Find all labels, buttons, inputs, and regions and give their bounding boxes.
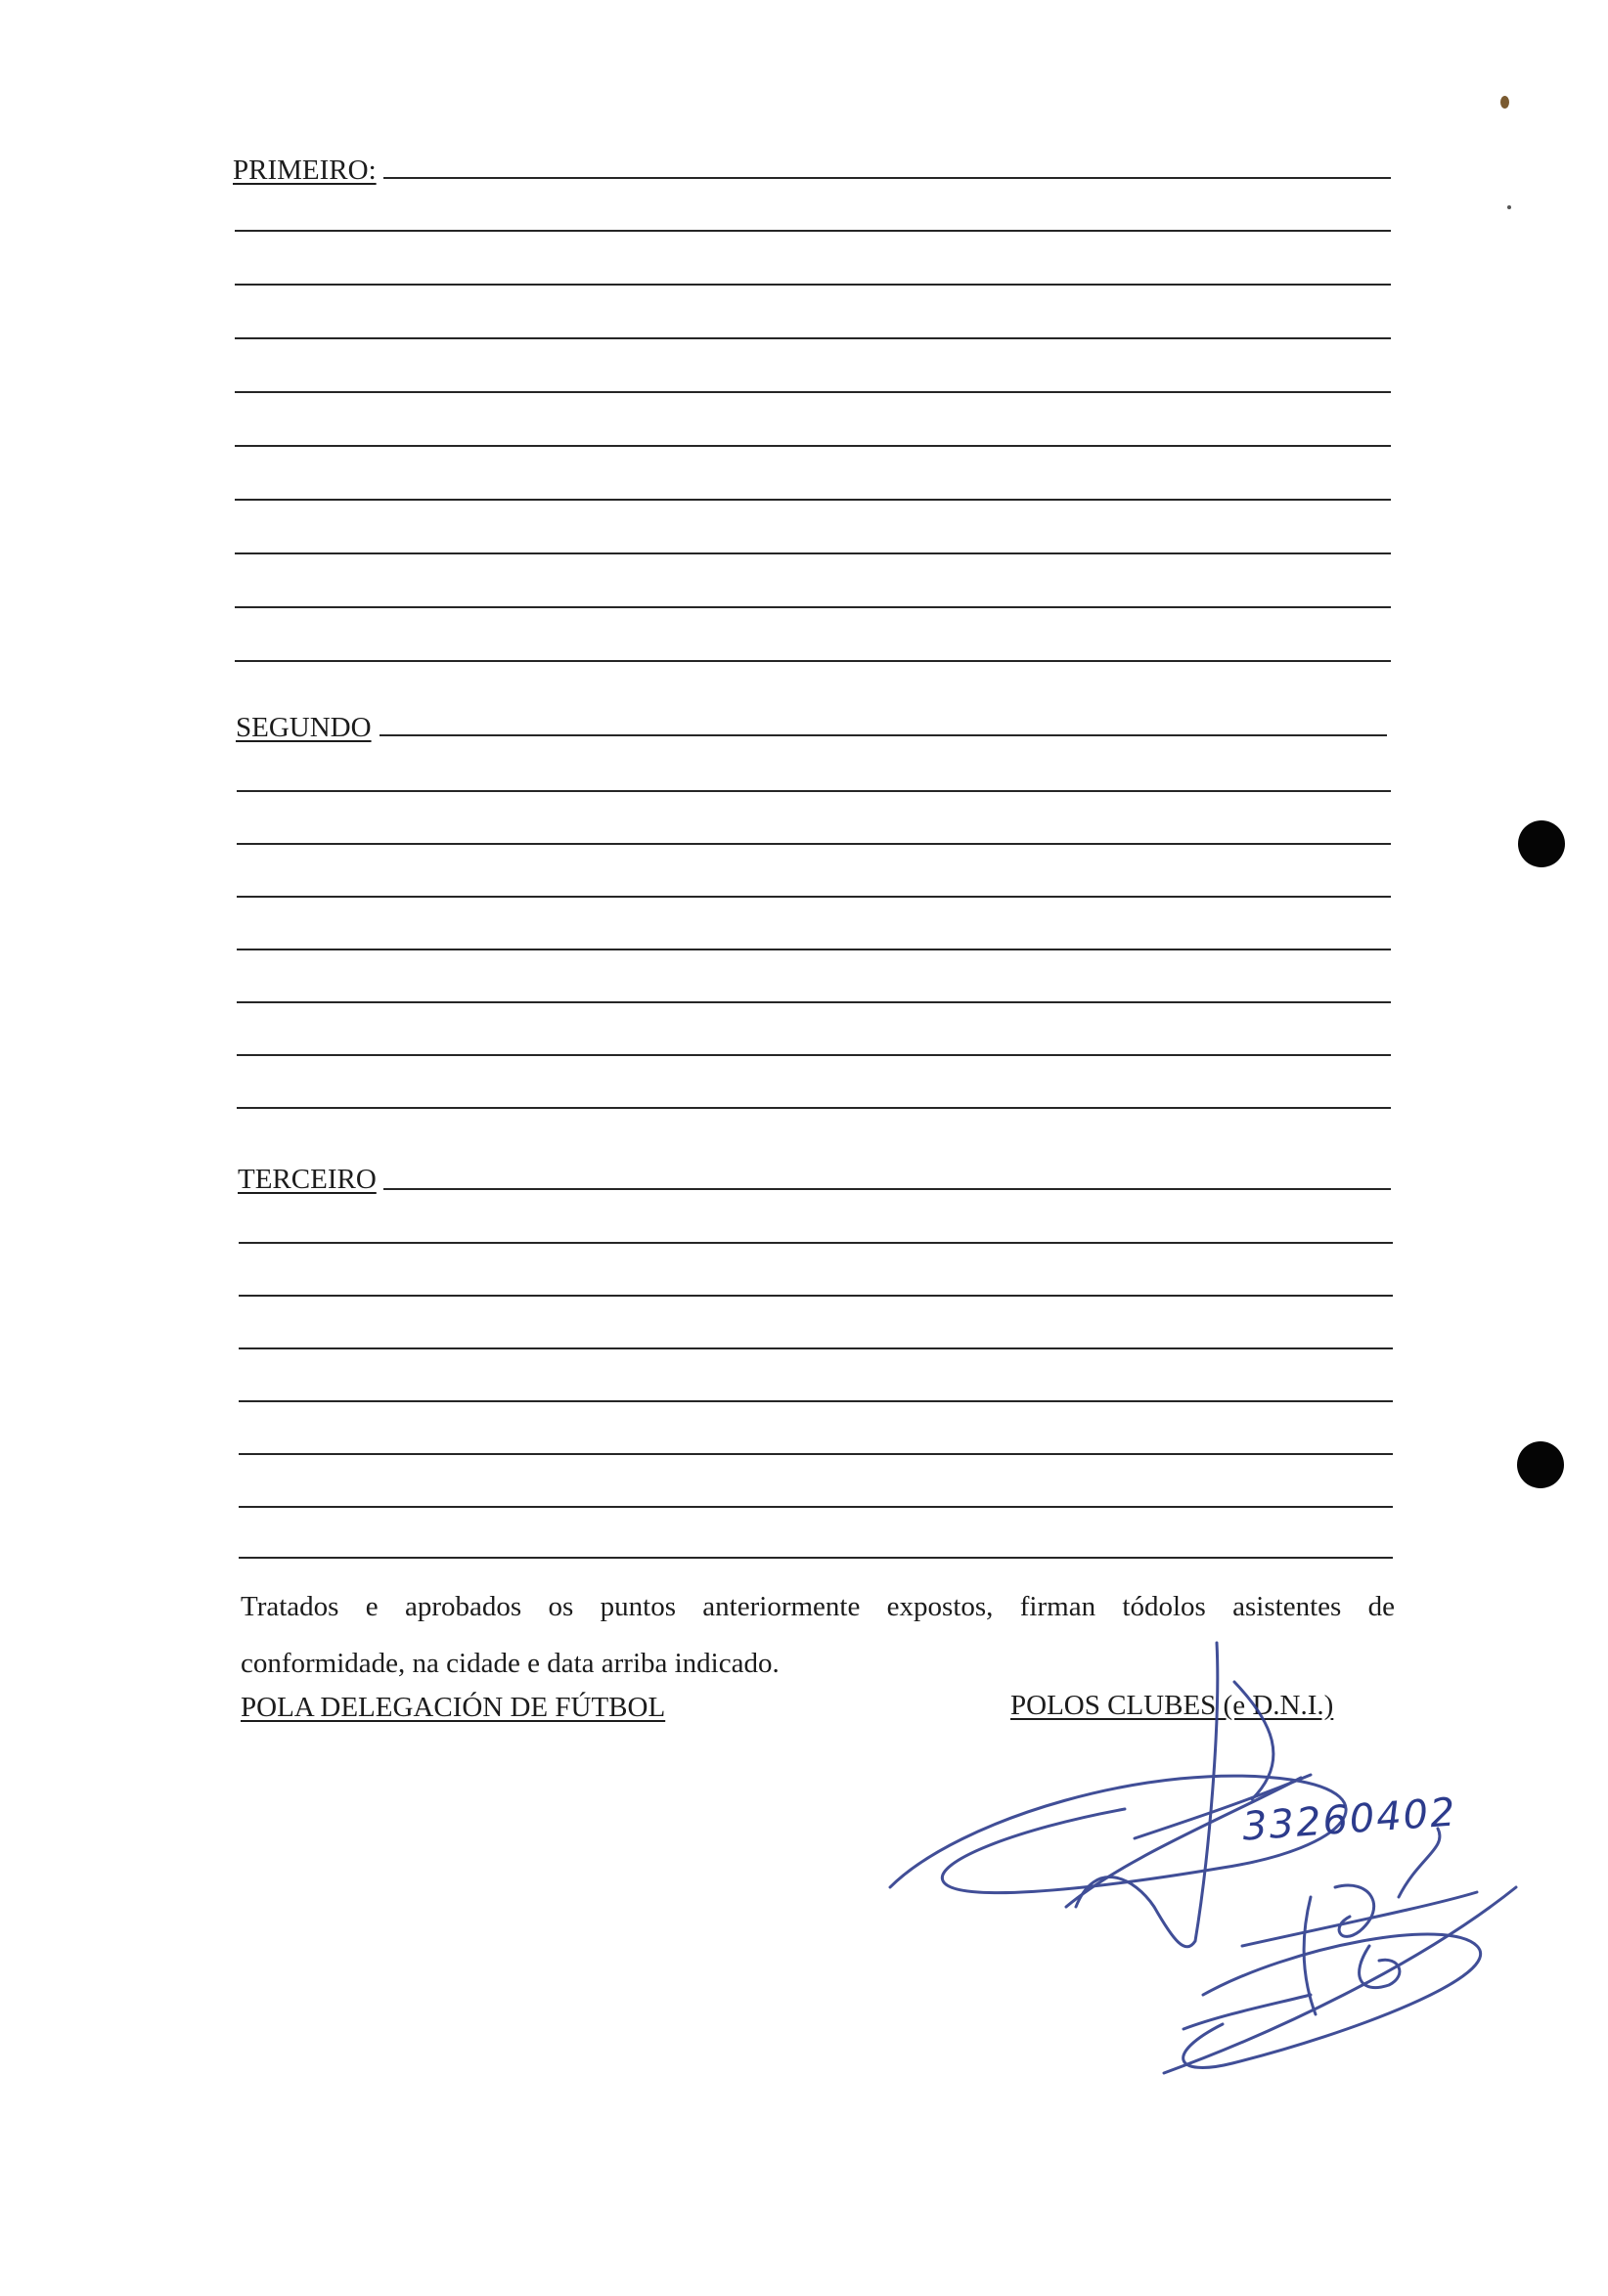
signature-stroke: [1242, 1892, 1477, 1946]
signature-stroke: [1399, 1829, 1440, 1897]
section-label-terceiro: TERCEIRO: [238, 1164, 377, 1195]
section-label-segundo: SEGUNDO: [236, 712, 372, 743]
signature-stroke: [890, 1776, 1346, 1893]
signature-stroke: [1234, 1682, 1273, 1799]
section-label-primeiro: PRIMEIRO:: [233, 155, 377, 186]
clubs-signature-heading: POLOS CLUBES (e D.N.I.): [1010, 1690, 1334, 1721]
signature-stroke: [1135, 1775, 1311, 1838]
closing-line-2: conformidade, na cidade e data arriba indicado.: [241, 1648, 780, 1679]
scan-speck: [1500, 96, 1509, 109]
signature-stroke: [1184, 1995, 1311, 2029]
scan-speck: [1507, 205, 1511, 209]
closing-line-1: Tratados e aprobados os puntos anteriormente expostos, firman tódolos asistentes de: [241, 1591, 1395, 1622]
signature-stroke: [1066, 1778, 1301, 1907]
punch-hole: [1518, 820, 1565, 867]
signature-stroke: [1076, 1643, 1218, 1947]
delegation-signature-heading: POLA DELEGACIÓN DE FÚTBOL: [241, 1692, 666, 1723]
handwritten-dni: 33260402: [1240, 1789, 1458, 1850]
signature-stroke: [1335, 1885, 1374, 1936]
signature-stroke: [1164, 1887, 1516, 2073]
punch-hole: [1517, 1441, 1564, 1488]
